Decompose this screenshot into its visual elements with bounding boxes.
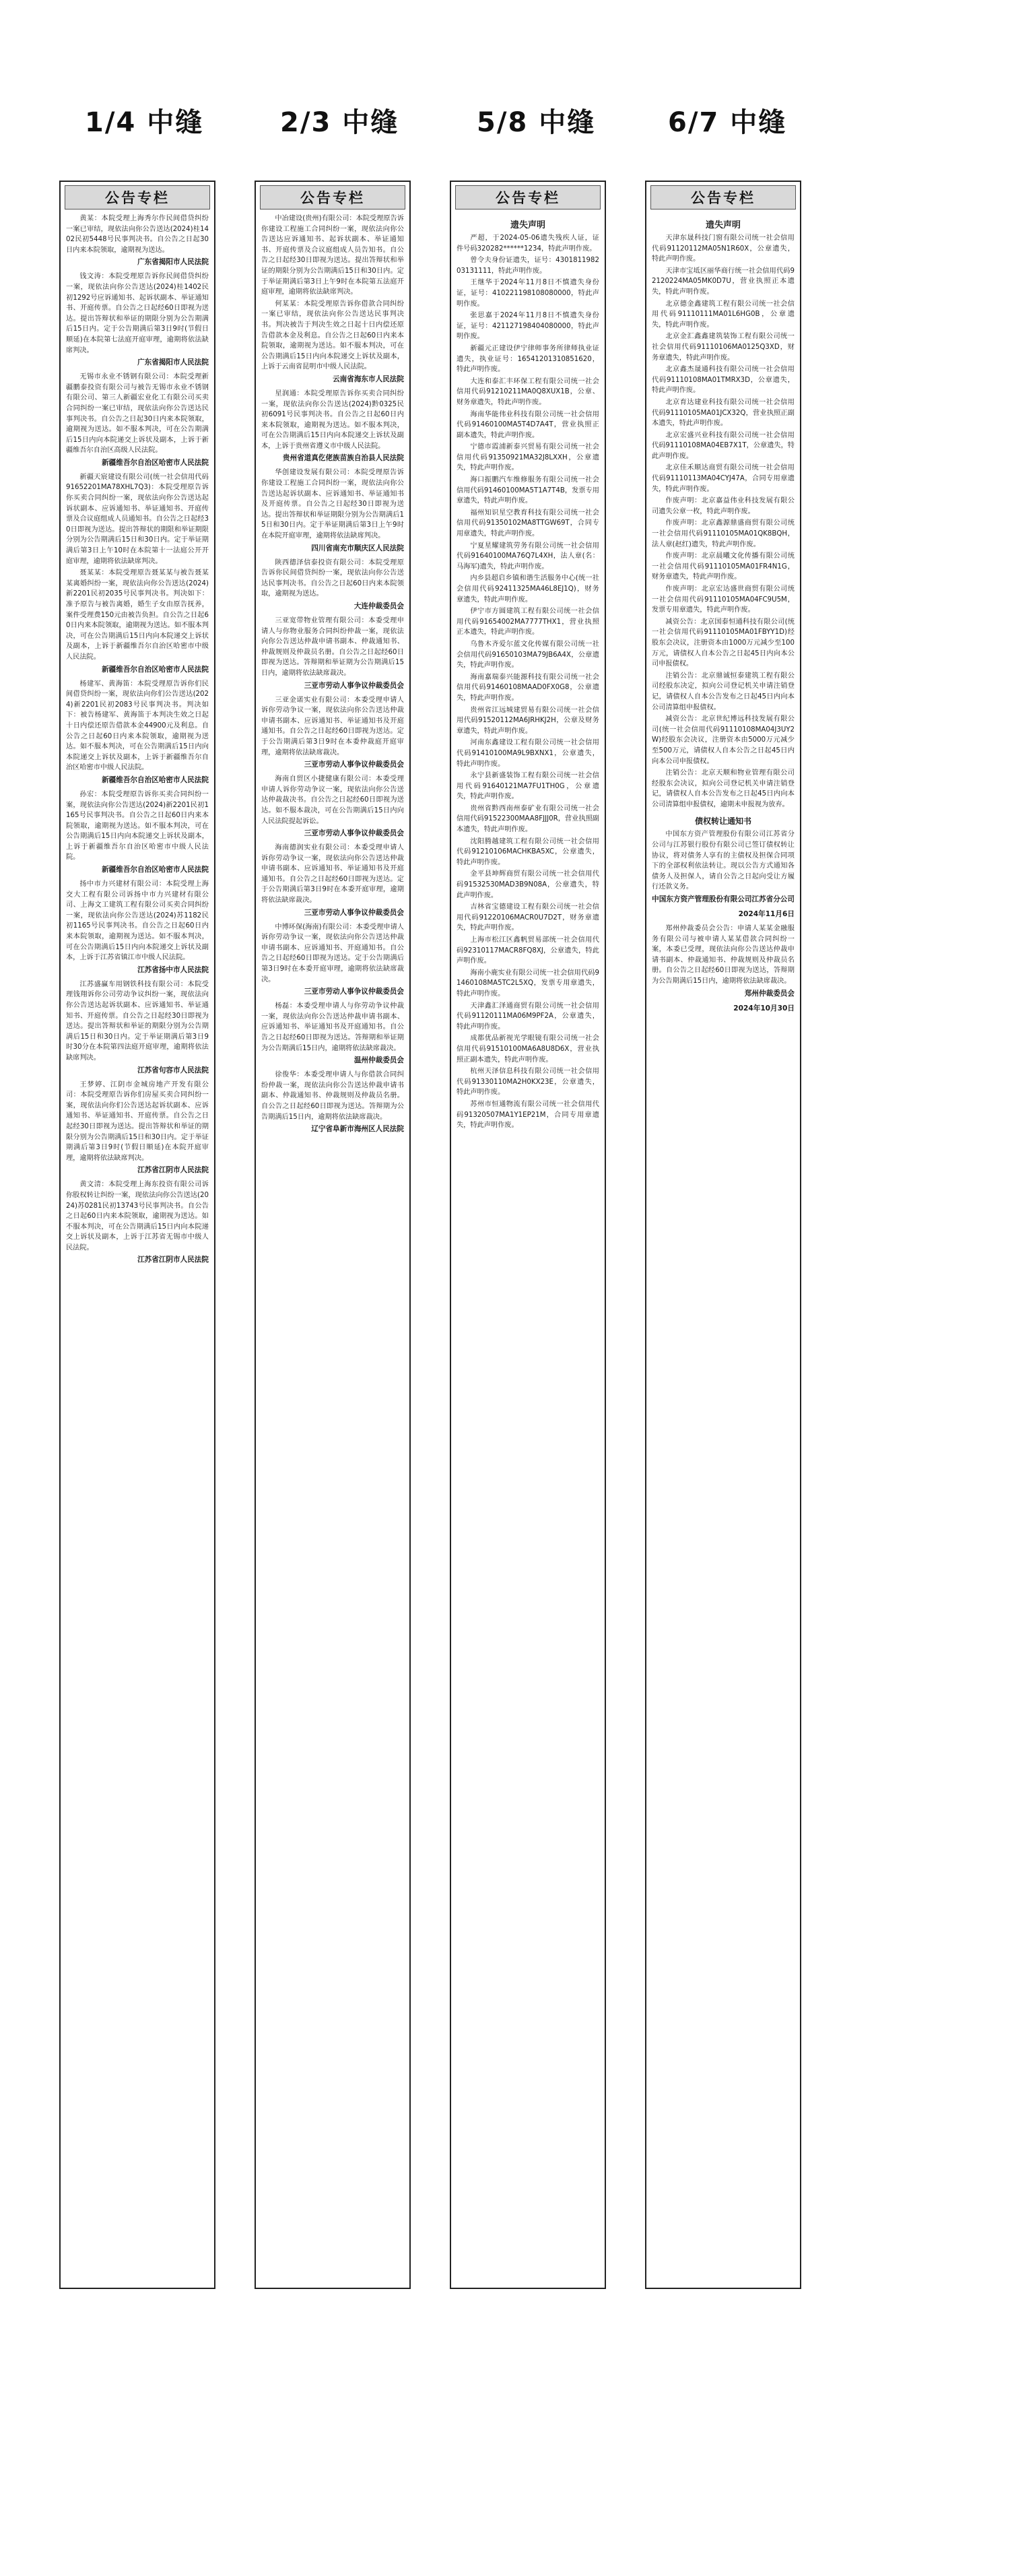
section-title: 遗失声明 [510, 220, 545, 230]
notice-paragraph: 上海市松江区鑫帆贸易部统一社会信用代码92310117MACR8FQ8XJ，公章遗失，特此声明作废。 [457, 936, 599, 965]
notice-paragraph: 钱文涛：本院受理原告诉你民间借贷纠纷一案，现依法向你公告送达(2024)桂1402民初1292号应诉通知书、起诉状副本、举证通知书、开庭传票。自公告之日起经60日即视为送达。提出答辩状和举证的期限分别为公告期满后15日内。定于公告期满后第3日9时(节假日顺延)在本院第七法庭开庭审理，逾期将依法缺席判决。 [66, 273, 209, 354]
notice-paragraph: 华创建设发展有限公司：本院受理原告诉你建设工程施工合同纠纷一案，现依法向你公告送达起诉状副本、应诉通知书、举证通知书及开庭传票。自公告之日起经30日即视为送达。提出答辩状和举证期限分别为公告期满后15日和30日内。定于举证期满后第3日上午9时在本院开庭审理，逾期将依法缺席判决。 [261, 469, 404, 540]
notice-paragraph: 曾令夫身份证遗失，证号：430181198203131111，特此声明作废。 [457, 257, 599, 275]
notice-paragraph: 注销公告：北京鼎诚恒泰建筑工程有限公司经股东决定，拟向公司登记机关申请注销登记，请债权人自本公告发布之日起45日内向本公司清算组申报债权。 [652, 672, 795, 711]
notice-paragraph: 天津市宝坻区丽华商行统一社会信用代码92120224MA05MK0D7U，营业执照正本遗失，特此声明作废。 [652, 267, 795, 296]
notice-paragraph: 孙宏：本院受理原告诉你买卖合同纠纷一案，现依法向你公告送达(2024)新2201民初1165号民事判决书。自公告之日起60日内来本院领取，逾期视为送达。如不服本判决，可在公告期满后15日内向本院递交上诉状及副本，上诉于新疆维吾尔自治区哈密市中级人民法院。 [66, 790, 209, 862]
notice-paragraph: 海南自贸区小捷健康有限公司：本委受理申请人诉你劳动争议一案，现依法向你公告送达仲裁裁决书。自公告之日起经60日即视为送达。如不服本裁决，可在公告期满后15日内向人民法院提起诉讼。 [261, 775, 404, 825]
notice-paragraph: 作废声明：北京宏达盛世商贸有限公司统一社会信用代码91110105MA04FC9U5M，发票专用章遗失，特此声明作废。 [652, 585, 795, 614]
notice-signature: 江苏省江阴市人民法院 [137, 1256, 209, 1264]
notice-paragraph: 杨磊：本委受理申请人与你劳动争议仲裁一案，现依法向你公告送达仲裁申请书副本、应诉通知书、举证通知书及开庭通知书。自公告之日起经60日即视为送达。答辩期和举证期为公告期满后15日内，逾期将依法缺席裁决。 [261, 1002, 404, 1052]
notice-paragraph: 北京育达建业科技有限公司统一社会信用代码91110105MA01JCX32Q，营业执照正副本遗失，特此声明作废。 [652, 398, 795, 428]
column-body [61, 212, 214, 1265]
notice-paragraph: 杭州天泽信息科技有限公司统一社会信用代码91330110MA2H0KX23E，公章遗失，特此声明作废。 [457, 1068, 599, 1097]
notice-paragraph: 黄文清：本院受理上海东投资有限公司诉你股权转让纠纷一案，现依法向你公告送达(2024)苏0281民初13743号民事判决书。自公告之日起60日内来本院领取，逾期视为送达。如不服本判决，可在公告期满后15日内向本院递交上诉状及副本，上诉于江苏省无锡市中级人民法院。 [66, 1181, 209, 1252]
notice-paragraph: 张思嘉于2024年11月8日不慎遗失身份证，证号：421127198404080000，特此声明作废。 [457, 312, 599, 341]
notice-paragraph: 王梦婷、江阴市金城房地产开发有限公司：本院受理原告诉你们房屋买卖合同纠纷一案，现依法向你们公告送达起诉状副本、应诉通知书、举证通知书、开庭传票。自公告之日起经30日即视为送达。提出答辩状和举证的期限分别为公告期满后15日和30日内。定于举证期满后第3日9时(节假日顺延)在本院开庭审理，逾期将依法缺席判决。 [66, 1081, 209, 1162]
notice-signature: 三亚市劳动人事争议仲裁委员会 [304, 761, 404, 769]
notice-paragraph: 天津鑫汇泽通商贸有限公司统一社会信用代码91120111MA06M9PF2A，公章遗失，特此声明作废。 [457, 1002, 599, 1031]
notice-paragraph: 海南小鹿实业有限公司统一社会信用代码91460108MA5TC2L5XQ，发票专用章遗失，特此声明作废。 [457, 969, 599, 998]
notice-paragraph: 苏州市恒通物流有限公司统一社会信用代码91320507MA1Y1EP21M，合同专用章遗失，特此声明作废。 [457, 1100, 599, 1130]
notice-signature: 温州仲裁委员会 [354, 1056, 404, 1065]
column-title: 公告专栏 [65, 185, 210, 210]
notice-signature: 新疆维吾尔自治区哈密市人民法院 [102, 458, 209, 467]
notice-signature: 2024年10月30日 [733, 1004, 795, 1012]
notice-column-4 [645, 181, 801, 2289]
notice-signature: 辽宁省阜新市海州区人民法院 [311, 1125, 404, 1134]
column-body [646, 212, 800, 1014]
notice-paragraph: 星润通：本院受理原告诉你买卖合同纠纷一案，现依法向你公告送达(2024)黔0325民初6091号民事判决书。自公告之日起60日内来本院领取，逾期视为送达。如不服本判决，可在公告期满后15日内向本院递交上诉状及副本，上诉于贵州省遵义市中级人民法院。 [261, 389, 404, 450]
notice-paragraph: 北京佳禾顺达商贸有限公司统一社会信用代码91110113MA04CYJ47A，合同专用章遗失，特此声明作废。 [652, 464, 795, 493]
notice-paragraph: 海口振鹏汽车维修服务有限公司统一社会信用代码91460100MA5T1A7T4B，发票专用章遗失，特此声明作废。 [457, 476, 599, 505]
notice-paragraph: 中国东方资产管理股份有限公司江苏省分公司与江苏银行股份有限公司已签订债权转让协议，将对债务人享有的主债权及担保合同项下的全部权利依法转让。现以公告方式通知各债务人及担保人，请自公告之日起向受让方履行还款义务。 [652, 831, 795, 891]
column-title: 公告专栏 [260, 185, 405, 210]
notice-paragraph: 中冶建设(贵州)有限公司：本院受理原告诉你建设工程施工合同纠纷一案，现依法向你公告送达应诉通知书、起诉状副本、举证通知书、开庭传票及合议庭组成人员告知书。自公告之日起经30日即视为送达。提出答辩状和举证的期限分别为公告期满后15日和30日内。定于举证期满后第3日上午9时在本院第五法庭开庭审理，逾期将依法缺席判决。 [261, 215, 404, 296]
notice-paragraph: 伊宁市方圆建筑工程有限公司统一社会信用代码91654002MA7777THX1，营业执照正本遗失，特此声明作废。 [457, 608, 599, 637]
notice-paragraph: 成都优品新视光学眼镜有限公司统一社会信用代码91510100MA6A8U8D6X，营业执照正副本遗失，特此声明作废。 [457, 1035, 599, 1064]
notice-signature: 贵州省道真仡佬族苗族自治县人民法院 [282, 454, 404, 463]
notice-paragraph: 北京鑫杰晟通科技有限公司统一社会信用代码91110108MA01TMRX3D，公章遗失，特此声明作废。 [652, 366, 795, 395]
notice-paragraph: 新疆天宸建设有限公司(统一社会信用代码91652201MA78XHL7Q3)：本院受理原告诉你买卖合同纠纷一案，现依法向你公告送达起诉状副本、应诉通知书、举证通知书、开庭传票及合议庭组成人员通知书。自公告之日起经30日即视为送达。提出答辩状的期限和举证期限分别为公告期满后15日和30日内。定于举证期满后第3日上午10时在本院第十一法庭公开开庭审理，逾期将依法缺席判决。 [66, 473, 209, 565]
notice-signature: 2024年11月6日 [738, 910, 795, 919]
notice-paragraph: 无锡市永业不锈钢有限公司：本院受理新疆鹏泰投资有限公司与被告无锡市永业不锈钢有限公司、第三人新疆宏业化工有限公司买卖合同纠纷一案已审结，现依法向你公告送达民事判决书。自公告之日起30日内来本院领取，逾期视为送达。如不服本判决，可在公告期满后15日内向本院递交上诉状及副本，上诉于新疆维吾尔自治区高级人民法院。 [66, 373, 209, 455]
notice-paragraph: 作废声明：北京鑫源鼎盛商贸有限公司统一社会信用代码91110105MA01QK8BQH，法人章(赵红)遗失，特此声明作废。 [652, 519, 795, 548]
notice-paragraph: 减资公告：北京国泰恒通科技有限公司(统一社会信用代码91110105MA01FBYY1D)经股东会决议，注册资本由1000万元减少至100万元，请债权人自本公告之日起45日内向本公司申报债权。 [652, 618, 795, 668]
notice-paragraph: 金平县坤辉商贸有限公司统一社会信用代码91532530MAD3B9N08A，公章遗失，特此声明作废。 [457, 870, 599, 899]
header-label-1-4: 1/4 中缝 [85, 107, 204, 138]
notice-signature: 三亚市劳动人事争议仲裁委员会 [304, 988, 404, 996]
notice-paragraph: 新疆元正建设伊宁律师事务所律师执业证遗失，执业证号：16541201310851620，特此声明作废。 [457, 344, 599, 374]
section-title: 遗失声明 [705, 220, 741, 230]
notice-paragraph: 严超，于2024-05-06遗失残疾人证，证件号码320282******1234，特此声明作废。 [457, 234, 599, 253]
notice-paragraph: 宁夏星耀建筑劳务有限公司统一社会信用代码91640100MA76Q7L4XH，法人章(名：马海军)遗失，特此声明作废。 [457, 542, 599, 571]
notice-paragraph: 贵州省黔西南州泰矿业有限公司统一社会信用代码91522300MAA8FJJJ0R，营业执照副本遗失，特此声明作废。 [457, 804, 599, 834]
notice-paragraph: 吉林省宝德建设工程有限公司统一社会信用代码91220106MACR0U7D2T，财务章遗失，特此声明作废。 [457, 903, 599, 932]
notice-paragraph: 海南华能伟业科技有限公司统一社会信用代码91460100MA5T4D7A4T，营业执照正副本遗失，特此声明作废。 [457, 410, 599, 439]
notice-paragraph: 黄某：本院受理上海秀尔作民间借贷纠纷一案已审结，现依法向你公告送达(2024)桂1402民初5448号民事判决书。自公告之日起30日内来本院领取，逾期视为送达。 [66, 215, 209, 254]
notice-paragraph: 江苏盛赢车用钢铁科技有限公司：本院受理钱翔诉你公司劳动争议纠纷一案，现依法向你公告送达起诉状副本、应诉通知书、举证通知书、开庭传票。自公告之日起经30日即视为送达。提出答辩状和举证的期限分别为公告期满后15日和30日内。定于举证期满后第3日9时30分在本院第四法庭开庭审理，逾期将依法缺席判决。 [66, 980, 209, 1062]
notice-paragraph: 作废声明：北京晨曦文化传播有限公司统一社会信用代码91110105MA01FR4N1G，财务章遗失，特此声明作废。 [652, 552, 795, 581]
notice-signature: 江苏省扬中市人民法院 [137, 965, 209, 974]
notice-paragraph: 宁德市霞浦新泰兴贸易有限公司统一社会信用代码91350921MA32J8LXXH，公章遗失，特此声明作废。 [457, 443, 599, 472]
header-label-6-7: 6/7 中缝 [668, 107, 787, 138]
notice-paragraph: 天津东晟科技门窗有限公司统一社会信用代码91120112MA05N1R60X，公章遗失，特此声明作废。 [652, 234, 795, 263]
column-body [256, 212, 409, 1134]
notice-signature: 中国东方资产管理股份有限公司江苏省分公司 [652, 895, 795, 904]
notice-paragraph: 大连和泰汇丰环保工程有限公司统一社会信用代码91210211MA0Q8XUX1B，公章、财务章遗失，特此声明作废。 [457, 377, 599, 406]
notice-paragraph: 福州知识星空教育科技有限公司统一社会信用代码91350102MA8TTGW69T，合同专用章遗失，特此声明作废。 [457, 509, 599, 538]
column-title: 公告专栏 [650, 185, 796, 210]
notice-signature: 郑州仲裁委员会 [744, 989, 795, 998]
notice-paragraph: 中博环保(海南)有限公司：本委受理申请人诉你劳动争议一案，现依法向你公告送达仲裁申请书副本、应诉通知书、开庭通知书。自公告之日起经60日即视为送达。定于公告期满后第3日9时在本委开庭审理，逾期将依法缺席裁决。 [261, 923, 404, 984]
notice-paragraph: 北京金汇鑫鑫建筑装饰工程有限公司统一社会信用代码91110106MA0125Q3XD，财务章遗失，特此声明作废。 [652, 333, 795, 362]
notice-signature: 四川省南充市顺庆区人民法院 [311, 544, 404, 552]
notice-signature: 云南省海东市人民法院 [333, 375, 404, 383]
notice-signature: 江苏省江阴市人民法院 [137, 1166, 209, 1175]
notice-paragraph: 减资公告：北京世纪博远科技发展有限公司(统一社会信用代码91110108MA04J3UY2W)经股东会决议，注册资本由5000万元减少至500万元，请债权人自本公告之日起45日内向本公司申报债权。 [652, 715, 795, 765]
notice-paragraph: 作废声明：北京嘉益伟业科技发展有限公司遗失公章一枚，特此声明作废。 [652, 497, 795, 515]
notice-signature: 三亚市劳动人事争议仲裁委员会 [304, 908, 404, 917]
column-body [451, 212, 605, 1131]
notice-paragraph: 扬中市力兴建材有限公司：本院受理上海交大工程有限公司诉扬中市力兴建材有限公司、上海文工建筑工程有限公司买卖合同纠纷一案，现依法向你公告送达(2024)苏1182民初1165号民事判决书。自公告之日起60日内来本院领取，逾期视为送达。如不服本判决，可在公告期满后15日内向本院递交上诉状及副本，上诉于江苏省镇江市中级人民法院。 [66, 880, 209, 962]
notice-signature: 广东省揭阳市人民法院 [137, 258, 209, 267]
notice-paragraph: 注销公告：北京天顺和物业管理有限公司经股东会决议，拟向公司登记机关申请注销登记，请债权人自本公告发布之日起45日内向本公司清算组申报债权，逾期未申报视为放弃。 [652, 769, 795, 808]
header-label-2-3: 2/3 中缝 [280, 107, 399, 138]
notice-paragraph: 贵州省江远城建贸易有限公司统一社会信用代码91520112MA6JRHKJ2H，公章及财务章遗失，特此声明作废。 [457, 706, 599, 735]
notice-paragraph: 王继华于2024年11月8日不慎遗失身份证，证号：410221198108080000，特此声明作废。 [457, 279, 599, 308]
notice-paragraph: 乌鲁木齐爱尔蓝文化传媒有限公司统一社会信用代码91650103MA79JB6A4X，公章遗失，特此声明作废。 [457, 640, 599, 670]
notice-paragraph: 永宁县新盛装饰工程有限公司统一社会信用代码91640121MA7FU1TH0G，公章遗失，特此声明作废。 [457, 772, 599, 801]
notice-paragraph: 北京宏盛兴业科技有限公司统一社会信用代码91110108MA04EB7X1T，公章遗失，特此声明作废。 [652, 431, 795, 460]
notice-signature: 新疆维吾尔自治区哈密市人民法院 [102, 665, 209, 674]
notice-paragraph: 徐俊华：本委受理申请人与你借款合同纠纷仲裁一案，现依法向你公告送达仲裁申请书副本、仲裁通知书、仲裁规则及仲裁员名册。自公告之日起经60日即视为送达。答辩期为公告期满后15日内，逾期将依法缺席裁决。 [261, 1071, 404, 1121]
notice-signature: 三亚市劳动人事争议仲裁委员会 [304, 829, 404, 838]
notice-signature: 广东省揭阳市人民法院 [137, 358, 209, 367]
notice-paragraph: 内乡县超启乡镇和谐生活服务中心(统一社会信用代码92411325MA46L8EJ1Q)，财务章遗失，特此声明作废。 [457, 575, 599, 604]
notice-paragraph: 三亚宽带物业管理有限公司：本委受理申请人与你物业服务合同纠纷仲裁一案，现依法向你公告送达仲裁申请书副本、仲裁通知书、仲裁规则及仲裁员名册。自公告之日起经60日即视为送达。答辩期和举证期为公告期满后15日内，逾期将依法缺席裁决。 [261, 617, 404, 677]
notice-paragraph: 陕西德泽信泰投资有限公司：本院受理原告诉你民间借贷纠纷一案，现依法向你公告送达民事判决书。自公告之日起60日内来本院领取，逾期视为送达。 [261, 558, 404, 598]
notice-paragraph: 郑州仲裁委员会公告：申请人某某金融服务有限公司与被申请人某某借款合同纠纷一案，本委已受理，现依法向你公告送达仲裁申请书副本、仲裁通知书、仲裁规则及仲裁员名册。自公告之日起经60日即视为送达，答辩期为公告期满后15日内，逾期将依法缺席裁决。 [652, 925, 795, 985]
notice-signature: 新疆维吾尔自治区哈密市人民法院 [102, 866, 209, 874]
notice-subtitle: 债权转让通知书 [694, 816, 751, 827]
notice-paragraph: 沈阳腾越建筑工程有限公司统一社会信用代码91210106MACHKBA5XC，公章遗失，特此声明作废。 [457, 837, 599, 866]
notice-paragraph: 聂某某：本院受理原告聂某某与被告聂某某离婚纠纷一案，现依法向你公告送达(2024)新2201民初2035号民事判决书。判决如下：准予原告与被告离婚，婚生子女由原告抚养，案件受理费150元由被告负担。自公告之日起60日内来本院领取，逾期视为送达。如不服本判决，可在公告期满后15日内向本院递交上诉状及副本，上诉于新疆维吾尔自治区哈密市中级人民法院。 [66, 569, 209, 661]
notice-paragraph: 何某某：本院受理原告诉你借款合同纠纷一案已审结，现依法向你公告送达民事判决书。判决被告于判决生效之日起十日内偿还原告借款本金及利息。自公告之日起60日内来本院领取，逾期视为送达。如不服本判决，可在公告期满后15日内向本院递交上诉状及副本，上诉于云南省昆明市中级人民法院。 [261, 300, 404, 371]
column-title: 公告专栏 [455, 185, 601, 210]
notice-paragraph: 海南德润实业有限公司：本委受理申请人诉你劳动争议一案，现依法向你公告送达仲裁申请书副本、应诉通知书、举证通知书及开庭通知书。自公告之日起经60日即视为送达。定于公告期满后第3日9时在本委开庭审理，逾期将依法缺席裁决。 [261, 844, 404, 905]
notice-signature: 大连仲裁委员会 [354, 602, 404, 610]
notice-column-2 [255, 181, 411, 2289]
notice-signature: 新疆维吾尔自治区哈密市人民法院 [102, 775, 209, 784]
notice-paragraph: 海南嘉瑞泰兴能源科技有限公司统一社会信用代码91460108MAAD0FX0G8，公章遗失，特此声明作废。 [457, 673, 599, 702]
header-label-5-8: 5/8 中缝 [477, 107, 596, 138]
notice-paragraph: 杨建军、黄海笛：本院受理原告诉你们民间借贷纠纷一案，现依法向你们公告送达(2024)新2201民初2083号民事判决书。判决如下：被告杨建军、黄海笛于本判决生效之日起十日内偿还原告借款本金44900元及利息。自公告之日起60日内来本院领取，逾期视为送达。如不服本判决，可在公告期满后15日内向本院递交上诉状及副本，上诉于新疆维吾尔自治区哈密市中级人民法院。 [66, 680, 209, 772]
notice-paragraph: 三亚金诺实业有限公司：本委受理申请人诉你劳动争议一案，现依法向你公告送达仲裁申请书副本、应诉通知书、举证通知书及开庭通知书。自公告之日起经60日即视为送达。定于公告期满后第3日9时在本委仲裁庭开庭审理，逾期将依法缺席裁决。 [261, 696, 404, 756]
notice-column-3 [450, 181, 606, 2289]
notice-paragraph: 北京德金鑫建筑工程有限公司统一社会信用代码91110111MA01L6HG0B，公章遗失，特此声明作废。 [652, 300, 795, 329]
notice-signature: 江苏省句容市人民法院 [137, 1066, 209, 1074]
notice-paragraph: 河南东鑫建设工程有限公司统一社会信用代码91410100MA9L9BXNX1，公章遗失，特此声明作废。 [457, 739, 599, 768]
notice-column-1 [59, 181, 215, 2289]
notice-signature: 三亚市劳动人事争议仲裁委员会 [304, 681, 404, 690]
